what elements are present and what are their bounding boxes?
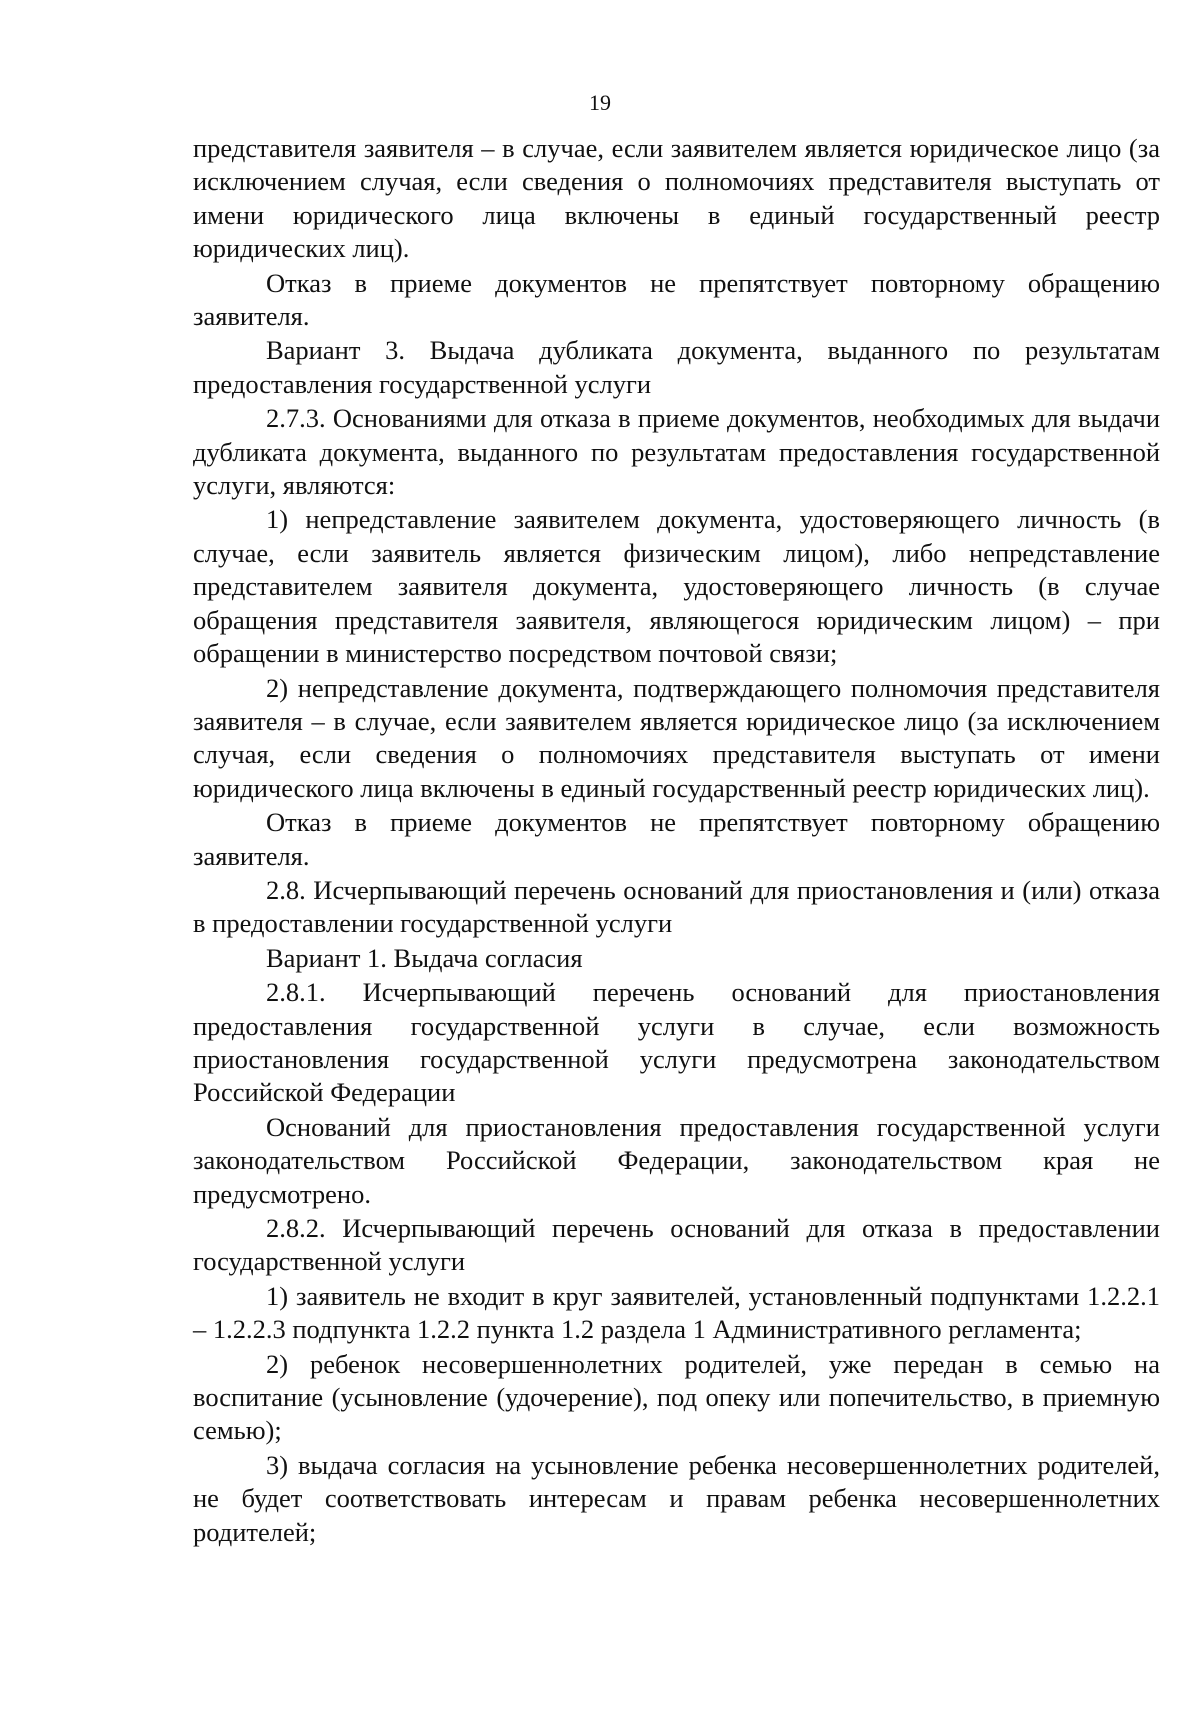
paragraph-2-7-3-item-1: 1) непредставление заявителем документа, удостоверяющего личность (в случае, если заявитель является физическим лицом), либо непредставление представителем заявителя документа, удостоверяющего личность (в случае обращения представителя заявителя, являющегося юридическим лицом) – при обращении в министерство посредством почтовой связи; <box>193 504 1160 669</box>
page-number: 19 <box>589 90 611 115</box>
paragraph-variant-1-heading: Вариант 1. Выдача согласия <box>266 942 583 973</box>
paragraph-refusal-note-2: Отказ в приеме документов не препятствует повторному обращению заявителя. <box>193 807 1160 871</box>
paragraph-no-suspension-grounds: Оснований для приостановления предоставления государственной услуги законодательством Российской Федерации, законодательством края не предусмотрено. <box>193 1111 1160 1209</box>
paragraph-2-8-heading: 2.8. Исчерпывающий перечень оснований для приостановления и (или) отказа в предоставлении государственной услуги <box>193 874 1160 939</box>
paragraph-2-8-2-item-2: 2) ребенок несовершеннолетних родителей, уже передан в семью на воспитание (усыновление (удочерение), под опеку или попечительство, в приемную семью); <box>193 1348 1160 1446</box>
paragraph-2-8-2: 2.8.2. Исчерпывающий перечень оснований для отказа в предоставлении государственной услуги <box>193 1213 1160 1277</box>
paragraph-2-8-2-item-3: 3) выдача согласия на усыновление ребенка несовершеннолетних родителей, не будет соответствовать интересам и правам ребенка несовершеннолетних родителей; <box>193 1449 1160 1547</box>
paragraph-2-8-2-item-1: 1) заявитель не входит в круг заявителей, установленный подпунктами 1.2.2.1 – 1.2.2.3 подпункта 1.2.2 пункта 1.2 раздела 1 Административного регламента; <box>193 1280 1160 1345</box>
paragraph-2-8-1: 2.8.1. Исчерпывающий перечень оснований для приостановления предоставления государственной услуги в случае, если возможность приостановления государственной услуги предусмотрена законодательством Российской Федерации <box>193 977 1160 1108</box>
paragraph-refusal-note-1: Отказ в приеме документов не препятствует повторному обращению заявителя. <box>193 267 1160 332</box>
paragraph-2-7-3: 2.7.3. Основаниями для отказа в приеме документов, необходимых для выдачи дубликата документа, выданного по результатам предоставления государственной услуги, являются: <box>193 403 1160 501</box>
paragraph-continuation: представителя заявителя – в случае, если заявителем является юридическое лицо (за исключением случая, если сведения о полномочиях представителя выступать от имени юридического лица включены в единый государственный реестр юридических лиц). <box>193 133 1160 264</box>
document-body <box>193 132 1160 1550</box>
paragraph-variant-3-heading: Вариант 3. Выдача дубликата документа, выданного по результатам предоставления государственной услуги <box>193 335 1160 399</box>
paragraph-2-7-3-item-2: 2) непредставление документа, подтверждающего полномочия представителя заявителя – в случае, если заявителем является юридическое лицо (за исключением случая, если сведения о полномочиях представителя выступать от имени юридического лица включены в единый государственный реестр юридических лиц). <box>193 672 1160 803</box>
